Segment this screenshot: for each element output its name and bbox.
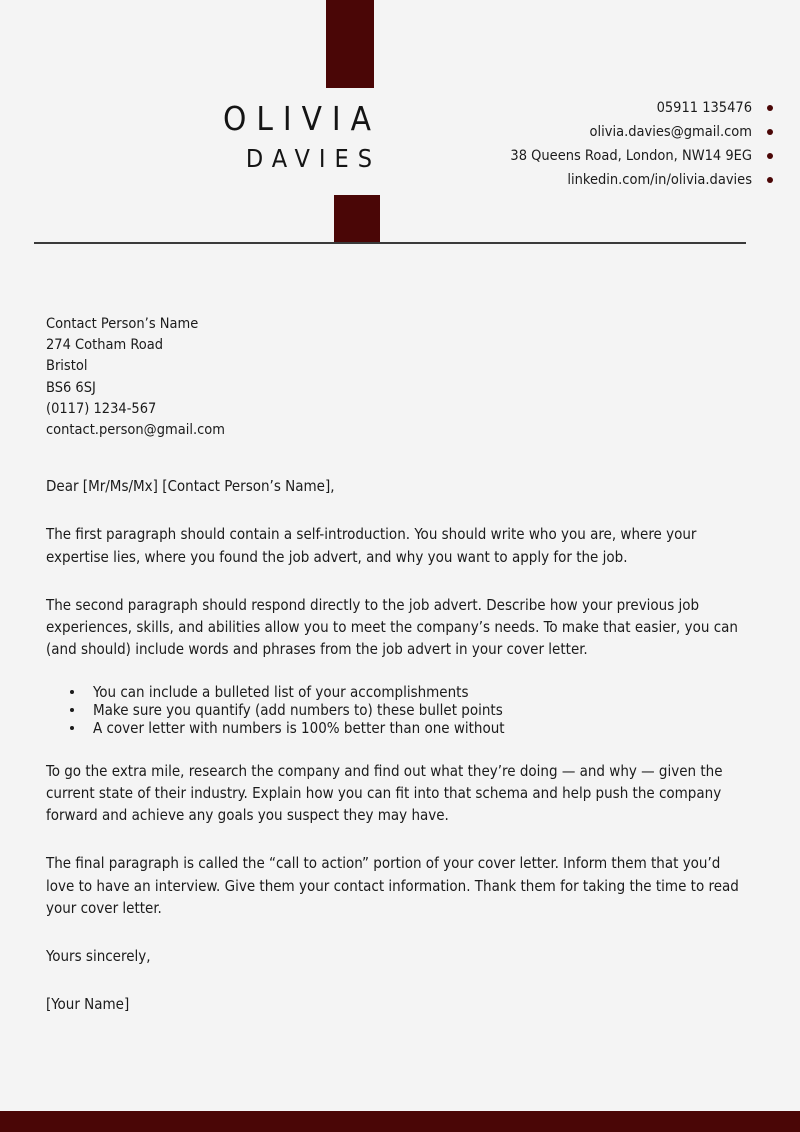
- first-name: OLIVIA: [222, 99, 381, 138]
- address-line: Bristol: [46, 358, 88, 375]
- bullet-dot-icon: [767, 105, 773, 111]
- address-line: Contact Person’s Name: [46, 316, 199, 332]
- signature-line: [Your Name]: [46, 995, 130, 1014]
- footer-accent-bar: [0, 1111, 800, 1132]
- address-line: (0117) 1234-567: [46, 400, 157, 417]
- contact-address-text: 38 Queens Road, London, NW14 9EG: [510, 148, 752, 164]
- contact-item-phone: [510, 96, 752, 120]
- bullet-dot-icon: [70, 690, 74, 694]
- header-accent-bar-lower: [334, 195, 380, 244]
- bullet-dot-icon: [767, 153, 773, 159]
- header-divider-rule: [34, 242, 746, 244]
- address-line: BS6 6SJ: [46, 379, 96, 396]
- bullet-dot-icon: [767, 177, 773, 183]
- paragraph-4: The final paragraph is called the “call to action” portion of your cover letter. Inform them that you’d love to have an interview. Give them your contact information. Thank them for taking the time to read your cover letter.: [46, 854, 739, 918]
- last-name: DAVIES: [245, 143, 381, 173]
- bullet-dot-icon: [70, 726, 74, 730]
- address-line: 274 Cotham Road: [46, 337, 164, 354]
- bullet-dot-icon: [767, 129, 773, 135]
- contact-email-text: olivia.davies@gmail.com: [589, 124, 752, 140]
- contact-item-address: [510, 144, 752, 168]
- list-item: [46, 683, 752, 701]
- contact-phone-text: 05911 135476: [656, 100, 752, 116]
- bullet-dot-icon: [70, 708, 74, 712]
- closing-line: Yours sincerely,: [46, 947, 151, 966]
- contact-item-email: [510, 120, 752, 144]
- list-item-label: A cover letter with numbers is 100% better than one without: [93, 719, 505, 738]
- recipient-address-block: [46, 314, 752, 441]
- accomplishments-bullet-list: [46, 683, 752, 738]
- name-heading: [0, 100, 383, 174]
- contact-item-linkedin: [510, 168, 752, 192]
- contact-list: [510, 96, 752, 192]
- address-line: contact.person@gmail.com: [46, 422, 225, 439]
- list-item-label: You can include a bulleted list of your accomplishments: [93, 682, 469, 701]
- list-item: [46, 719, 752, 737]
- letter-body: [46, 314, 752, 1015]
- paragraph-2: The second paragraph should respond directly to the job advert. Describe how your previous job experiences, skills, and abilities allow you to meet the company’s needs. To make that easier, you can (and should) include words and phrases from the job advert in your cover letter.: [46, 595, 738, 659]
- header-accent-bar-top: [326, 0, 374, 88]
- contact-linkedin-text: linkedin.com/in/olivia.davies: [567, 172, 752, 188]
- paragraph-3: To go the extra mile, research the company and find out what they’re doing — and why — given the current state of their industry. Explain how you can fit into that schema and help push the company forward and achieve any goals you suspect they may have.: [46, 761, 723, 825]
- list-item-label: Make sure you quantify (add numbers to) these bullet points: [93, 701, 503, 719]
- salutation: Dear [Mr/Ms/Mx] [Contact Person’s Name],: [46, 477, 335, 496]
- paragraph-1: The first paragraph should contain a self-introduction. You should write who you are, where your expertise lies, where you found the job advert, and why you want to apply for the job.: [46, 525, 697, 566]
- list-item: [46, 701, 752, 719]
